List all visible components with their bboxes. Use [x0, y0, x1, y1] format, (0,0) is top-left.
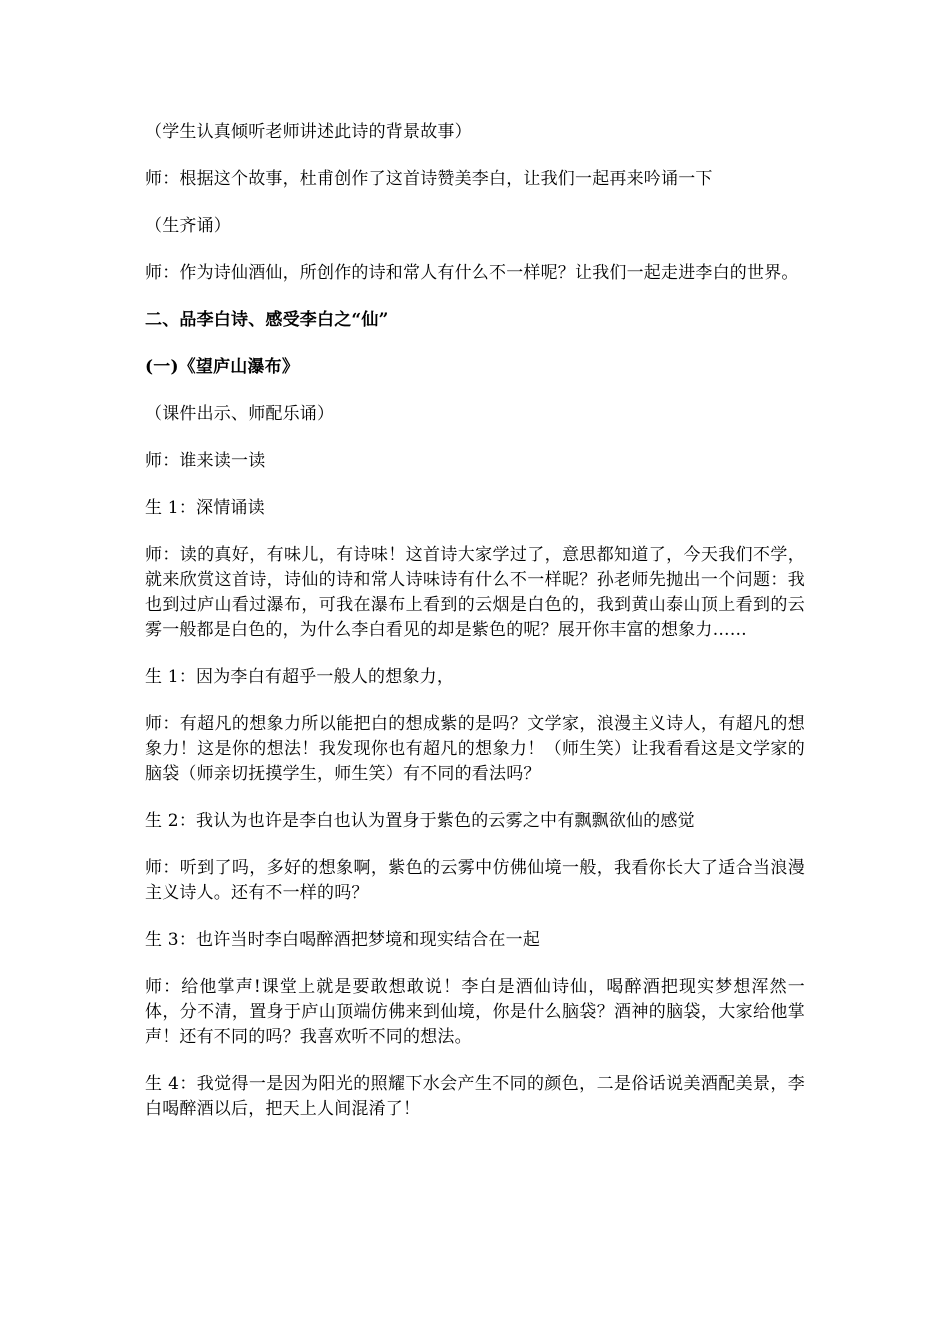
paragraph: 生 2：我认为也许是李白也认为置身于紫色的云雾之中有飘飘欲仙的感觉: [145, 811, 695, 831]
paragraph: 师：给他掌声!课堂上就是要敢想敢说！李白是酒仙诗仙，喝醉酒把现实梦想浑然一体，分不清，置身于庐山顶端仿佛来到仙境，你是什么脑袋？酒神的脑袋，大家给他掌声！还有不同的吗？我喜欢听不同的想法。: [145, 977, 805, 1047]
section-heading: 二、品李白诗、感受李白之“仙”: [145, 310, 389, 330]
paragraph: 生 3：也许当时李白喝醉酒把梦境和现实结合在一起: [145, 930, 541, 950]
paragraph: 师：作为诗仙酒仙，所创作的诗和常人有什么不一样呢？让我们一起走进李白的世界。: [145, 263, 799, 283]
paragraph: 师：谁来读一读: [145, 451, 266, 471]
paragraph: （学生认真倾听老师讲述此诗的背景故事）: [145, 122, 472, 142]
paragraph: 生 4：我觉得一是因为阳光的照耀下水会产生不同的颜色，二是俗话说美酒配美景，李白喝醉酒以后，把天上人间混淆了！: [145, 1074, 805, 1119]
paragraph: 师：有超凡的想象力所以能把白的想成紫的是吗？文学家，浪漫主义诗人，有超凡的想象力！这是你的想法！我发现你也有超凡的想象力！（师生笑）让我看看这是文学家的脑袋（师亲切抚摸学生，师生笑）有不同的看法吗？: [145, 714, 805, 784]
paragraph: 师：听到了吗，多好的想象啊，紫色的云雾中仿佛仙境一般，我看你长大了适合当浪漫主义诗人。还有不一样的吗？: [145, 858, 805, 903]
paragraph: 师：读的真好，有味儿，有诗味！这首诗大家学过了，意思都知道了，今天我们不学，就来欣赏这首诗，诗仙的诗和常人诗味诗有什么不一样昵？孙老师先抛出一个问题：我也到过庐山看过瀑布，可我在瀑布上看到的云烟是白色的，我到黄山泰山顶上看到的云雾一般都是白色的，为什么李白看见的却是紫色的呢？展开你丰富的想象力……: [145, 545, 805, 640]
paragraph: 生 1：深情诵读: [145, 498, 265, 518]
paragraph: （生齐诵）: [145, 216, 231, 236]
paragraph: （课件出示、师配乐诵）: [145, 404, 335, 424]
document-page: [145, 120, 805, 1144]
paragraph: 生 1：因为李白有超乎一般人的想象力，: [145, 667, 455, 687]
subsection-heading: (一)《望庐山瀑布》: [145, 357, 300, 377]
paragraph: 师：根据这个故事，杜甫创作了这首诗赞美李白，让我们一起再来吟诵一下: [145, 169, 713, 189]
